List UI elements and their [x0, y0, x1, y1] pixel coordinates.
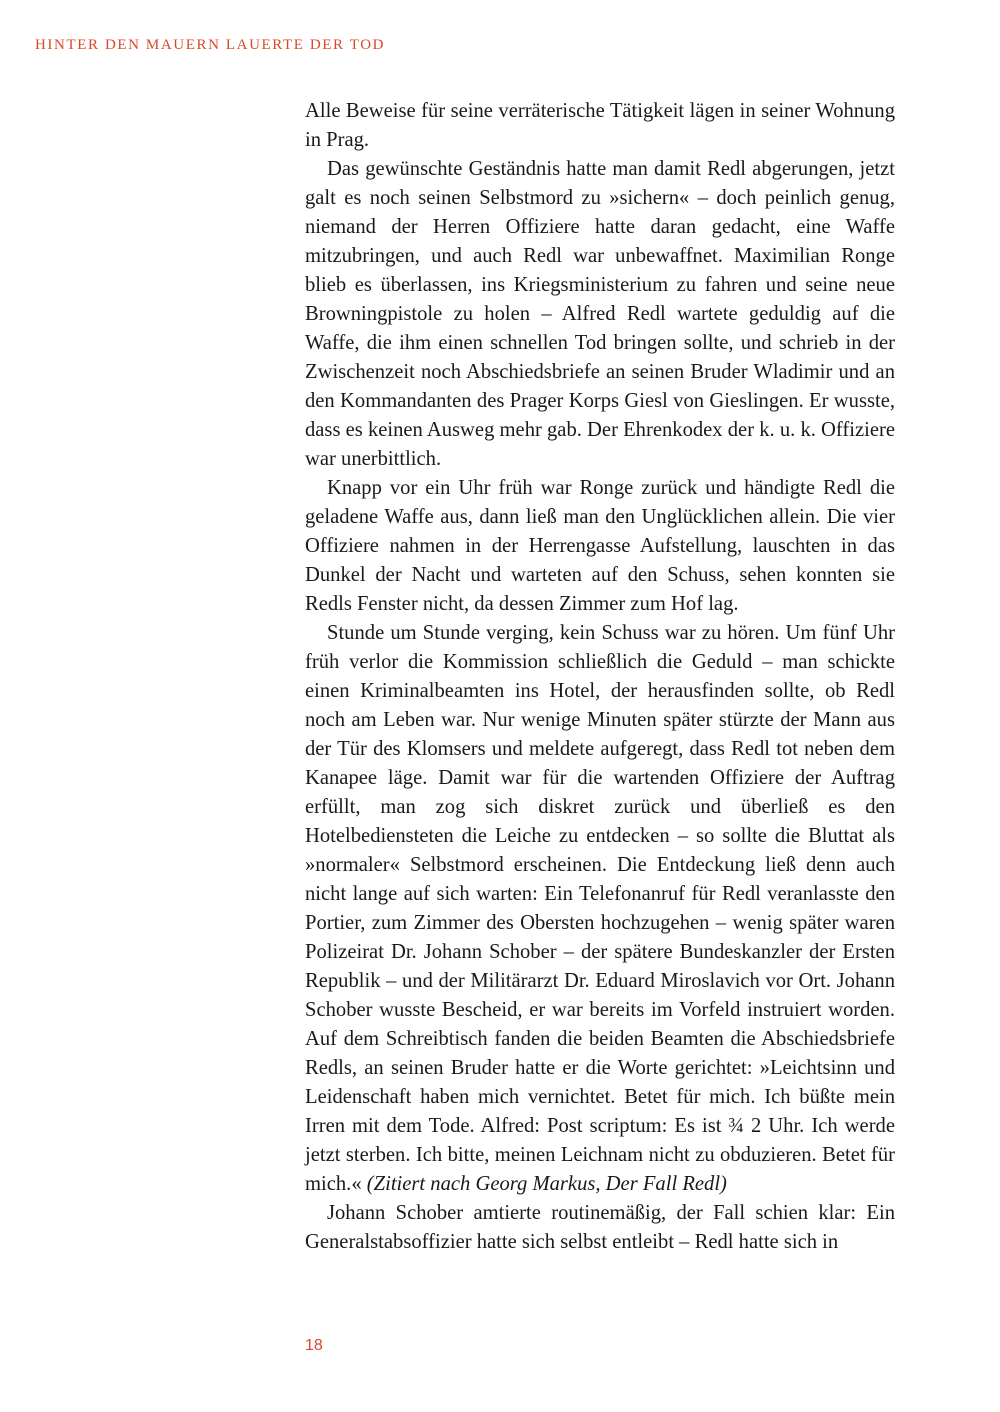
paragraph-2: Das gewünschte Geständnis hatte man damit Redl abgerungen, jetzt galt es noch seinen Selbstmord zu »sichern« – doch peinlich genug, niemand der Herren Offiziere hatte daran gedacht, eine Waffe mitzubringen, und auch Redl war unbewaffnet. Maximilian Ronge blieb es überlassen, ins Kriegsministerium zu fahren und seine neue Browningpistole zu holen – Alfred Redl wartete geduldig auf die Waffe, die ihm einen schnellen Tod bringen sollte, und schrieb in der Zwischenzeit noch Abschiedsbriefe an seinen Bruder Wladimir und an den Kommandanten des Prager Korps Giesl von Gieslingen. Er wusste, dass es keinen Ausweg mehr gab. Der Ehrenkodex der k. u. k. Offiziere war unerbittlich.	[305, 158, 895, 470]
paragraph-4-text: Stunde um Stunde verging, kein Schuss war zu hören. Um fünf Uhr früh verlor die Kommission schließlich die Geduld – man schickte einen Kriminalbeamten ins Hotel, der herausfinden sollte, ob Redl noch am Leben war. Nur wenige Minuten später stürzte der Mann aus der Tür des Klomsers und meldete aufgeregt, dass Redl tot neben dem Kanapee läge. Damit war für die wartenden Offiziere der Auftrag erfüllt, man zog sich diskret zurück und überließ es den Hotelbediensteten die Leiche zu entdecken – so sollte die Bluttat als »normaler« Selbstmord erscheinen. Die Entdeckung ließ denn auch nicht lange auf sich warten: Ein Telefonanruf für Redl veranlasste den Portier, zum Zimmer des Obersten hochzugehen – wenig später waren Polizeirat Dr. Johann Schober – der spätere Bundeskanzler der Ersten Republik – und der Militärarzt Dr. Eduard Miroslavich vor Ort. Johann Schober wusste Bescheid, er war bereits im Vorfeld instruiert worden. Auf dem Schreibtisch fanden die beiden Beamten die Abschiedsbriefe Redls, an seinen Bruder hatte er die Worte gerichtet: »Leichtsinn und Leidenschaft haben mich vernichtet. Betet für mich. Ich büßte mein Irren mit dem Tode. Alfred: Post scriptum: Es ist ¾ 2 Uhr. Ich werde jetzt sterben. Ich bitte, meinen Leichnam nicht zu obduzieren. Betet für mich.«	[305, 622, 895, 1195]
running-head: HINTER DEN MAUERN LAUERTE DER TOD	[35, 37, 386, 53]
source-citation: (Zitiert nach Georg Markus, Der Fall Redl)	[366, 1173, 727, 1195]
paragraph-5: Johann Schober amtierte routinemäßig, der Fall schien klar: Ein Generalstabsoffizier hatte sich selbst entleibt – Redl hatte sich in	[305, 1202, 895, 1253]
paragraph-3: Knapp vor ein Uhr früh war Ronge zurück und händigte Redl die geladene Waffe aus, dann ließ man den Unglücklichen allein. Die vier Offiziere nahmen in der Herrengasse Aufstellung, lauschten in das Dunkel der Nacht und warteten auf den Schuss, sehen konnten sie Redls Fenster nicht, da dessen Zimmer zum Hof lag.	[305, 477, 895, 615]
paragraph-4	[305, 619, 895, 1199]
paragraph-1: Alle Beweise für seine verräterische Tätigkeit lägen in seiner Wohnung in Prag.	[305, 100, 895, 151]
body-text	[305, 97, 895, 1257]
page-number: 18	[305, 1337, 323, 1354]
